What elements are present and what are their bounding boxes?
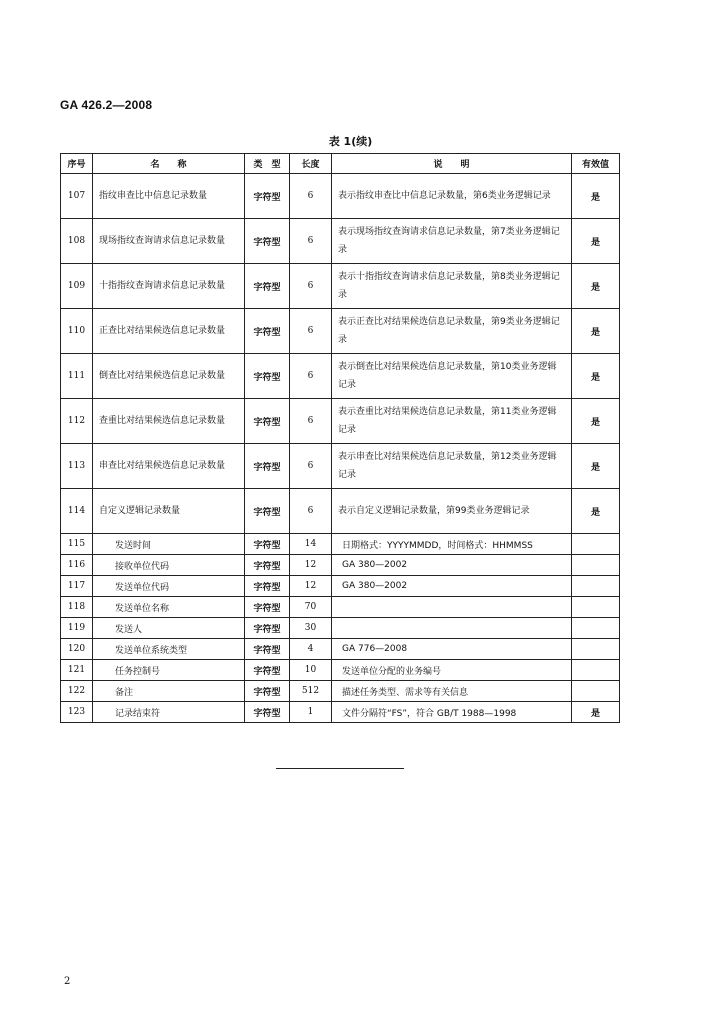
table-header-row: [61, 154, 620, 174]
cell-name: 发送单位系统类型: [93, 639, 245, 660]
cell-name: 接收单位代码: [93, 555, 245, 576]
cell-no: 107: [61, 174, 93, 219]
cell-name: 倒查比对结果候选信息记录数量: [93, 354, 245, 399]
table-row: [61, 597, 620, 618]
table-row: [61, 702, 620, 723]
cell-valid-value: [572, 660, 620, 681]
cell-length: 1: [290, 702, 332, 723]
cell-type: 字符型: [245, 576, 290, 597]
cell-description: [332, 597, 572, 618]
table-row: [61, 576, 620, 597]
cell-name: 发送单位名称: [93, 597, 245, 618]
cell-type: 字符型: [245, 399, 290, 444]
cell-length: 6: [290, 489, 332, 534]
cell-name: 发送人: [93, 618, 245, 639]
end-of-standard-rule: [276, 768, 404, 769]
cell-valid-value: 是: [572, 489, 620, 534]
cell-length: 6: [290, 354, 332, 399]
cell-length: 70: [290, 597, 332, 618]
cell-type: 字符型: [245, 489, 290, 534]
cell-name: 发送单位代码: [93, 576, 245, 597]
header-valid-value: 有效值: [572, 154, 620, 174]
cell-description: 表示倒查比对结果候选信息记录数量，第10类业务逻辑记录: [332, 354, 572, 399]
cell-no: 120: [61, 639, 93, 660]
cell-type: 字符型: [245, 354, 290, 399]
header-type: 类 型: [245, 154, 290, 174]
cell-type: 字符型: [245, 309, 290, 354]
document-code: GA 426.2—2008: [60, 98, 153, 112]
cell-name: 十指指纹查询请求信息记录数量: [93, 264, 245, 309]
table-row: [61, 444, 620, 489]
cell-length: 10: [290, 660, 332, 681]
header-description: 说 明: [332, 154, 572, 174]
cell-valid-value: 是: [572, 264, 620, 309]
cell-no: 110: [61, 309, 93, 354]
cell-length: 6: [290, 219, 332, 264]
cell-description: 表示串查比对结果候选信息记录数量，第12类业务逻辑记录: [332, 444, 572, 489]
cell-description: GA 776—2008: [332, 639, 572, 660]
cell-type: 字符型: [245, 597, 290, 618]
cell-no: 114: [61, 489, 93, 534]
cell-type: 字符型: [245, 660, 290, 681]
header-no: 序号: [61, 154, 93, 174]
cell-valid-value: 是: [572, 354, 620, 399]
table-row: [61, 399, 620, 444]
cell-description: 表示自定义逻辑记录数量，第99类业务逻辑记录: [332, 489, 572, 534]
cell-valid-value: 是: [572, 399, 620, 444]
cell-type: 字符型: [245, 264, 290, 309]
table-row: [61, 219, 620, 264]
cell-name: 查重比对结果候选信息记录数量: [93, 399, 245, 444]
table-row: [61, 681, 620, 702]
cell-valid-value: [572, 681, 620, 702]
table-row: [61, 264, 620, 309]
table-row: [61, 489, 620, 534]
cell-type: 字符型: [245, 702, 290, 723]
cell-description: 日期格式：YYYYMMDD，时间格式：HHMMSS: [332, 534, 572, 555]
cell-no: 112: [61, 399, 93, 444]
cell-length: 14: [290, 534, 332, 555]
cell-length: 6: [290, 264, 332, 309]
cell-description: 表示指纹串查比中信息记录数量，第6类业务逻辑记录: [332, 174, 572, 219]
cell-no: 115: [61, 534, 93, 555]
cell-valid-value: [572, 618, 620, 639]
cell-no: 109: [61, 264, 93, 309]
cell-length: 512: [290, 681, 332, 702]
cell-no: 119: [61, 618, 93, 639]
cell-name: 串查比对结果候选信息记录数量: [93, 444, 245, 489]
cell-valid-value: 是: [572, 309, 620, 354]
cell-no: 111: [61, 354, 93, 399]
field-definition-table: [60, 153, 620, 723]
table-caption: 表 1(续): [328, 135, 373, 148]
cell-no: 117: [61, 576, 93, 597]
cell-length: 6: [290, 309, 332, 354]
cell-valid-value: [572, 534, 620, 555]
cell-type: 字符型: [245, 219, 290, 264]
cell-valid-value: 是: [572, 174, 620, 219]
cell-no: 116: [61, 555, 93, 576]
cell-type: 字符型: [245, 618, 290, 639]
cell-type: 字符型: [245, 639, 290, 660]
table-row: [61, 309, 620, 354]
table-row: [61, 660, 620, 681]
cell-name: 备注: [93, 681, 245, 702]
cell-type: 字符型: [245, 555, 290, 576]
cell-valid-value: [572, 576, 620, 597]
cell-length: 12: [290, 576, 332, 597]
cell-name: 记录结束符: [93, 702, 245, 723]
cell-length: 12: [290, 555, 332, 576]
cell-length: 6: [290, 174, 332, 219]
cell-type: 字符型: [245, 681, 290, 702]
cell-valid-value: 是: [572, 702, 620, 723]
table-row: [61, 354, 620, 399]
header-length: 长度: [290, 154, 332, 174]
table-row: [61, 555, 620, 576]
cell-name: 发送时间: [93, 534, 245, 555]
cell-description: 描述任务类型、需求等有关信息: [332, 681, 572, 702]
cell-length: 6: [290, 399, 332, 444]
cell-description: [332, 618, 572, 639]
table-row: [61, 618, 620, 639]
cell-type: 字符型: [245, 534, 290, 555]
cell-valid-value: [572, 597, 620, 618]
table-row: [61, 639, 620, 660]
cell-description: 发送单位分配的业务编号: [332, 660, 572, 681]
cell-name: 指纹串查比中信息记录数量: [93, 174, 245, 219]
cell-length: 4: [290, 639, 332, 660]
page-number: 2: [64, 976, 71, 987]
cell-no: 113: [61, 444, 93, 489]
cell-name: 现场指纹查询请求信息记录数量: [93, 219, 245, 264]
cell-description: 表示查重比对结果候选信息记录数量，第11类业务逻辑记录: [332, 399, 572, 444]
cell-valid-value: [572, 639, 620, 660]
cell-length: 6: [290, 444, 332, 489]
cell-type: 字符型: [245, 174, 290, 219]
cell-no: 123: [61, 702, 93, 723]
cell-type: 字符型: [245, 444, 290, 489]
cell-description: GA 380—2002: [332, 555, 572, 576]
cell-description: 表示正查比对结果候选信息记录数量，第9类业务逻辑记录: [332, 309, 572, 354]
table-row: [61, 174, 620, 219]
cell-name: 自定义逻辑记录数量: [93, 489, 245, 534]
cell-no: 118: [61, 597, 93, 618]
table-row: [61, 534, 620, 555]
cell-name: 正查比对结果候选信息记录数量: [93, 309, 245, 354]
cell-valid-value: 是: [572, 444, 620, 489]
header-name: 名 称: [93, 154, 245, 174]
cell-no: 108: [61, 219, 93, 264]
cell-description: GA 380—2002: [332, 576, 572, 597]
cell-description: 表示现场指纹查询请求信息记录数量，第7类业务逻辑记录: [332, 219, 572, 264]
cell-description: 文件分隔符“FS”，符合 GB/T 1988—1998: [332, 702, 572, 723]
cell-length: 30: [290, 618, 332, 639]
cell-valid-value: [572, 555, 620, 576]
cell-no: 121: [61, 660, 93, 681]
cell-valid-value: 是: [572, 219, 620, 264]
cell-description: 表示十指指纹查询请求信息记录数量，第8类业务逻辑记录: [332, 264, 572, 309]
cell-no: 122: [61, 681, 93, 702]
cell-name: 任务控制号: [93, 660, 245, 681]
